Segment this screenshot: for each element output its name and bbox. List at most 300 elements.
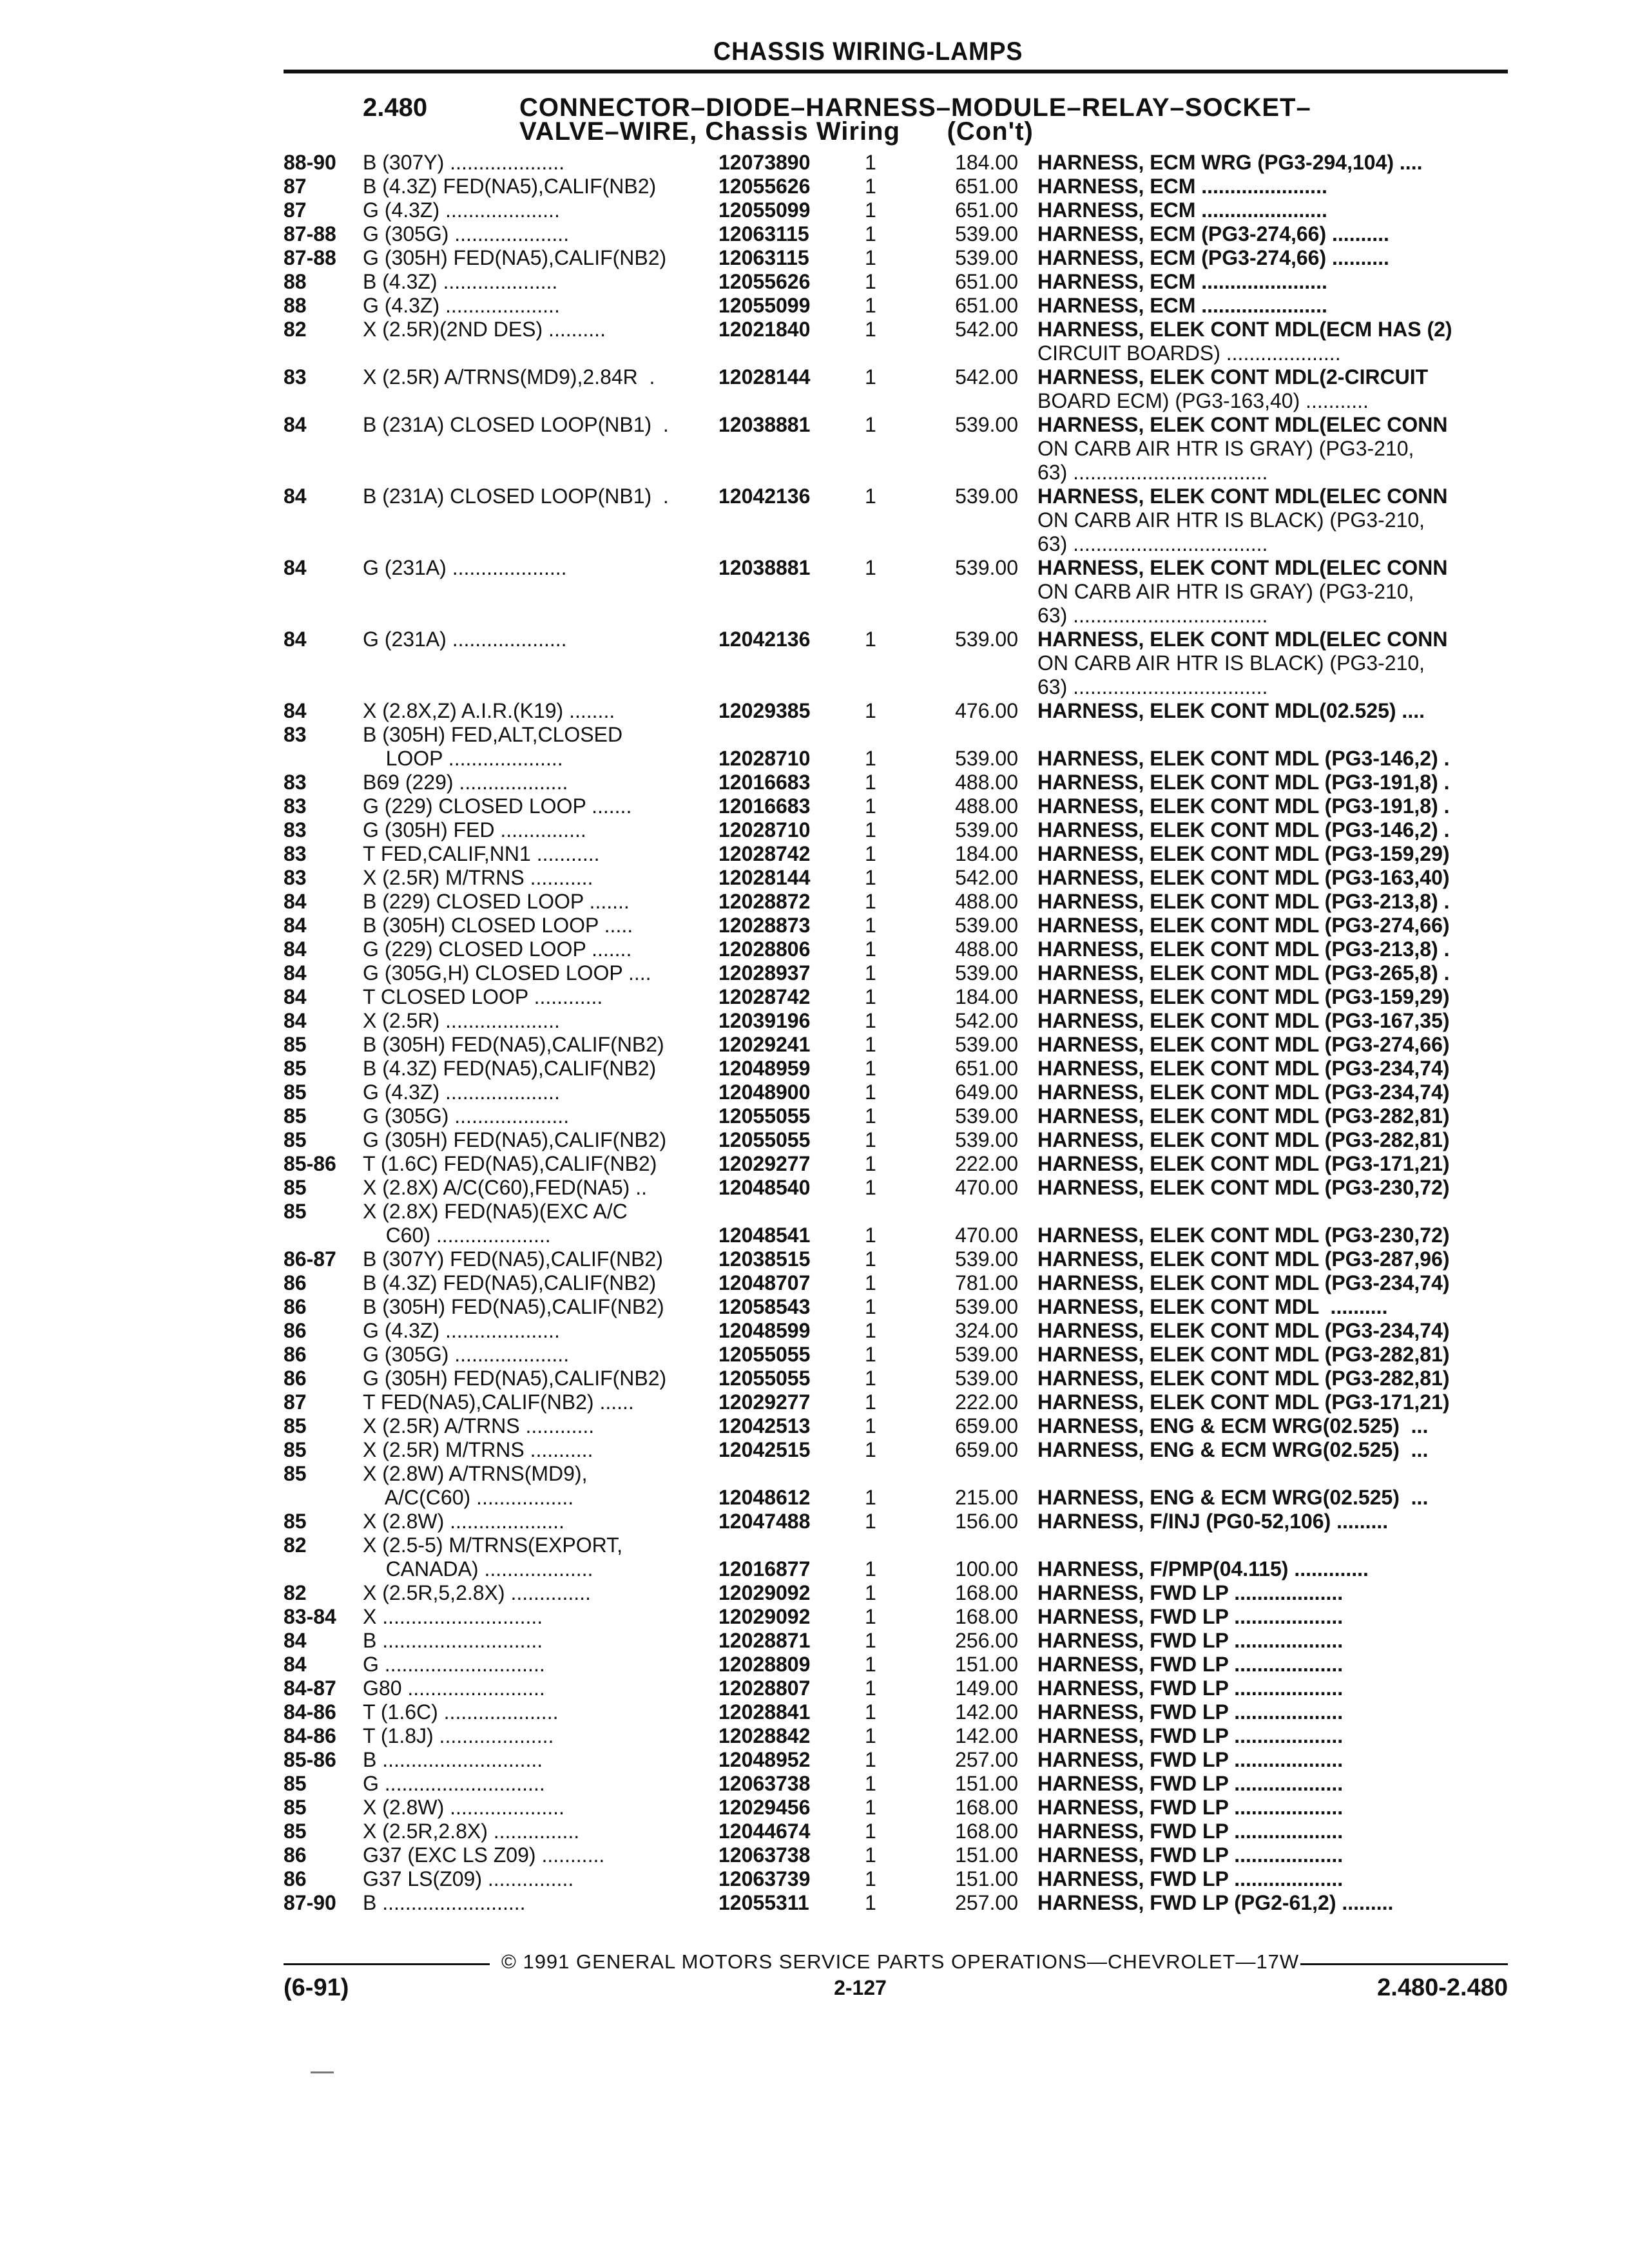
table-row — [0, 651, 1629, 675]
quantity-cell: 1 — [865, 1772, 876, 1795]
price-cell: 168.00 — [955, 1581, 1018, 1604]
price-cell: 539.00 — [955, 222, 1018, 245]
part-number-cell: 12063738 — [718, 1772, 811, 1795]
part-name-cell: HARNESS, ELEK CONT MDL(2-CIRCUIT — [1037, 365, 1429, 389]
table-row — [0, 198, 1629, 222]
part-name-cell: ON CARB AIR HTR IS GRAY) (PG3-210, — [1037, 437, 1414, 460]
part-name-cell: 63) .................................. — [1037, 675, 1268, 698]
description-cell: B (4.3Z) .................... — [363, 270, 558, 293]
table-row — [0, 699, 1629, 723]
part-number-cell: 12055311 — [718, 1891, 809, 1914]
quantity-cell: 1 — [865, 1247, 876, 1271]
model-year-cell: 86 — [284, 1343, 307, 1366]
price-cell: 539.00 — [955, 1128, 1018, 1151]
quantity-cell: 1 — [865, 1224, 876, 1247]
quantity-cell: 1 — [865, 1820, 876, 1843]
description-cell: X (2.8W) A/TRNS(MD9), — [363, 1462, 588, 1485]
part-number-cell: 12029092 — [718, 1605, 811, 1628]
model-year-cell: 84 — [284, 1009, 307, 1032]
footer-rule-left — [284, 1963, 490, 1965]
model-year-cell: 87 — [284, 175, 307, 198]
price-cell: 539.00 — [955, 1367, 1018, 1390]
price-cell: 151.00 — [955, 1772, 1018, 1795]
part-name-cell: HARNESS, FWD LP ................... — [1037, 1581, 1344, 1604]
model-year-cell: 85 — [284, 1438, 307, 1461]
price-cell: 542.00 — [955, 1009, 1018, 1032]
description-cell: X (2.5R) .................... — [363, 1009, 560, 1032]
quantity-cell: 1 — [865, 1176, 876, 1199]
quantity-cell: 1 — [865, 413, 876, 436]
part-name-cell: HARNESS, ELEK CONT MDL (PG3-159,29) — [1037, 985, 1450, 1008]
table-row — [0, 985, 1629, 1009]
model-year-cell: 82 — [284, 318, 307, 341]
model-year-cell: 86 — [284, 1367, 307, 1390]
description-cell: X (2.5R) A/TRNS ............ — [363, 1414, 595, 1437]
table-row — [0, 1367, 1629, 1390]
quantity-cell: 1 — [865, 1009, 876, 1032]
quantity-cell: 1 — [865, 1510, 876, 1533]
part-number-cell: 12021840 — [718, 318, 811, 341]
part-name-cell: HARNESS, ELEK CONT MDL (PG3-287,96) — [1037, 1247, 1450, 1271]
part-number-cell: 12029277 — [718, 1390, 811, 1414]
quantity-cell: 1 — [865, 1152, 876, 1175]
part-number-cell: 12063739 — [718, 1867, 811, 1890]
model-year-cell: 86 — [284, 1271, 307, 1294]
description-cell: G37 (EXC LS Z09) ........... — [363, 1843, 605, 1867]
part-number-cell: 12048540 — [718, 1176, 811, 1199]
part-name-cell: HARNESS, ELEK CONT MDL (PG3-171,21) — [1037, 1152, 1450, 1175]
part-number-cell: 12048612 — [718, 1486, 811, 1509]
price-cell: 539.00 — [955, 818, 1018, 841]
price-cell: 539.00 — [955, 1343, 1018, 1366]
description-cell: G (4.3Z) .................... — [363, 1081, 560, 1104]
model-year-cell: 82 — [284, 1581, 307, 1604]
part-name-cell: HARNESS, ELEK CONT MDL (PG3-274,66) — [1037, 1033, 1450, 1056]
table-row — [0, 1677, 1629, 1700]
quantity-cell: 1 — [865, 365, 876, 389]
table-row — [0, 151, 1629, 175]
description-cell: B (4.3Z) FED(NA5),CALIF(NB2) — [363, 175, 657, 198]
model-year-cell: 85-86 — [284, 1152, 336, 1175]
table-row — [0, 961, 1629, 985]
model-year-cell: 85 — [284, 1200, 307, 1223]
table-row — [0, 1128, 1629, 1152]
parts-table — [0, 151, 1629, 1915]
quantity-cell: 1 — [865, 1605, 876, 1628]
description-cell: B (4.3Z) FED(NA5),CALIF(NB2) — [363, 1057, 657, 1080]
description-cell: X (2.8W) .................... — [363, 1510, 564, 1533]
price-cell: 256.00 — [955, 1629, 1018, 1652]
price-cell: 542.00 — [955, 866, 1018, 889]
price-cell: 659.00 — [955, 1414, 1018, 1437]
price-cell: 651.00 — [955, 270, 1018, 293]
price-cell: 222.00 — [955, 1152, 1018, 1175]
table-row — [0, 365, 1629, 389]
table-row — [0, 1843, 1629, 1867]
table-row — [0, 1390, 1629, 1414]
quantity-cell: 1 — [865, 699, 876, 722]
model-year-cell: 85 — [284, 1796, 307, 1819]
description-cell: G ............................ — [363, 1653, 545, 1676]
part-name-cell: HARNESS, ECM (PG3-274,66) .......... — [1037, 246, 1389, 269]
table-row — [0, 508, 1629, 532]
price-cell: 156.00 — [955, 1510, 1018, 1533]
part-name-cell: HARNESS, FWD LP ................... — [1037, 1677, 1344, 1700]
part-number-cell: 12048541 — [718, 1224, 811, 1247]
price-cell: 142.00 — [955, 1700, 1018, 1724]
part-name-cell: HARNESS, FWD LP ................... — [1037, 1867, 1344, 1890]
model-year-cell: 83 — [284, 771, 307, 794]
part-name-cell: BOARD ECM) (PG3-163,40) ........... — [1037, 389, 1369, 412]
table-row — [0, 1510, 1629, 1533]
part-name-cell: 63) .................................. — [1037, 532, 1268, 555]
part-number-cell: 12073890 — [718, 151, 811, 174]
part-number-cell: 12029277 — [718, 1152, 811, 1175]
table-row — [0, 270, 1629, 294]
part-name-cell: CIRCUIT BOARDS) .................... — [1037, 341, 1341, 365]
part-name-cell: HARNESS, ELEK CONT MDL(ELEC CONN — [1037, 485, 1448, 508]
quantity-cell: 1 — [865, 198, 876, 222]
table-row — [0, 461, 1629, 485]
description-cell: B (231A) CLOSED LOOP(NB1) . — [363, 485, 669, 508]
part-name-cell: HARNESS, FWD LP ................... — [1037, 1772, 1344, 1795]
table-row — [0, 1438, 1629, 1462]
description-cell: B ............................ — [363, 1748, 543, 1771]
table-row — [0, 1557, 1629, 1581]
part-number-cell: 12055055 — [718, 1343, 811, 1366]
price-cell: 151.00 — [955, 1867, 1018, 1890]
part-number-cell: 12047488 — [718, 1510, 811, 1533]
table-row — [0, 1104, 1629, 1128]
model-year-cell: 87 — [284, 198, 307, 222]
model-year-cell: 85 — [284, 1104, 307, 1128]
description-cell: X (2.5R)(2ND DES) .......... — [363, 318, 606, 341]
description-cell: B (307Y) FED(NA5),CALIF(NB2) — [363, 1247, 663, 1271]
quantity-cell: 1 — [865, 818, 876, 841]
part-name-cell: HARNESS, FWD LP ................... — [1037, 1796, 1344, 1819]
model-year-cell: 84 — [284, 1653, 307, 1676]
quantity-cell: 1 — [865, 318, 876, 341]
description-cell: X (2.5-5) M/TRNS(EXPORT, — [363, 1533, 623, 1557]
price-cell: 151.00 — [955, 1653, 1018, 1676]
quantity-cell: 1 — [865, 1081, 876, 1104]
part-name-cell: HARNESS, ELEK CONT MDL (PG3-191,8) . — [1037, 794, 1450, 818]
description-cell: X (2.5R) M/TRNS ........... — [363, 1438, 593, 1461]
part-number-cell: 12042136 — [718, 628, 811, 651]
part-number-cell: 12028710 — [718, 747, 811, 770]
part-name-cell: HARNESS, ECM ...................... — [1037, 175, 1327, 198]
part-name-cell: HARNESS, ELEK CONT MDL (PG3-234,74) — [1037, 1319, 1450, 1342]
part-number-cell: 12055099 — [718, 294, 811, 317]
section-title-line1: CONNECTOR–DIODE–HARNESS–MODULE–RELAY–SOCKET– — [519, 93, 1311, 122]
part-number-cell: 12029241 — [718, 1033, 811, 1056]
quantity-cell: 1 — [865, 1700, 876, 1724]
table-row — [0, 842, 1629, 866]
quantity-cell: 1 — [865, 842, 876, 865]
description-cell: G (305H) FED(NA5),CALIF(NB2) — [363, 246, 667, 269]
model-year-cell: 84 — [284, 413, 307, 436]
part-name-cell: HARNESS, FWD LP ................... — [1037, 1748, 1344, 1771]
price-cell: 142.00 — [955, 1724, 1018, 1747]
table-row — [0, 771, 1629, 794]
part-number-cell: 12028742 — [718, 842, 811, 865]
table-row — [0, 1748, 1629, 1772]
table-row — [0, 794, 1629, 818]
description-cell: X (2.5R,5,2.8X) .............. — [363, 1581, 591, 1604]
page-header-title: CHASSIS WIRING-LAMPS — [713, 37, 1023, 66]
description-cell: LOOP .................... — [363, 747, 563, 770]
part-name-cell: HARNESS, ELEK CONT MDL (PG3-265,8) . — [1037, 961, 1450, 985]
description-cell: G (4.3Z) .................... — [363, 1319, 560, 1342]
description-cell: G ............................ — [363, 1772, 545, 1795]
description-cell: X (2.8W) .................... — [363, 1796, 564, 1819]
description-cell: T CLOSED LOOP ............ — [363, 985, 603, 1008]
part-name-cell: HARNESS, ELEK CONT MDL (PG3-234,74) — [1037, 1057, 1450, 1080]
part-number-cell: 12055055 — [718, 1128, 811, 1151]
part-number-cell: 12042513 — [718, 1414, 811, 1437]
part-number-cell: 12038515 — [718, 1247, 811, 1271]
model-year-cell: 83 — [284, 842, 307, 865]
model-year-cell: 85 — [284, 1128, 307, 1151]
part-number-cell: 12055626 — [718, 270, 811, 293]
part-name-cell: ON CARB AIR HTR IS GRAY) (PG3-210, — [1037, 580, 1414, 603]
model-year-cell: 86 — [284, 1319, 307, 1342]
price-cell: 649.00 — [955, 1081, 1018, 1104]
quantity-cell: 1 — [865, 1486, 876, 1509]
quantity-cell: 1 — [865, 866, 876, 889]
part-name-cell: HARNESS, ELEK CONT MDL (PG3-146,2) . — [1037, 818, 1450, 841]
model-year-cell: 86 — [284, 1843, 307, 1867]
part-name-cell: HARNESS, FWD LP ................... — [1037, 1820, 1344, 1843]
table-row — [0, 175, 1629, 198]
part-name-cell: HARNESS, FWD LP ................... — [1037, 1843, 1344, 1867]
part-number-cell: 12042136 — [718, 485, 811, 508]
description-cell: X (2.8X) FED(NA5)(EXC A/C — [363, 1200, 628, 1223]
scan-mark — [311, 2071, 334, 2073]
model-year-cell: 84 — [284, 699, 307, 722]
price-cell: 539.00 — [955, 1033, 1018, 1056]
description-cell: G (4.3Z) .................... — [363, 294, 560, 317]
price-cell: 184.00 — [955, 151, 1018, 174]
quantity-cell: 1 — [865, 1295, 876, 1318]
description-cell: G (231A) .................... — [363, 556, 567, 579]
description-cell: C60) .................... — [363, 1224, 551, 1247]
model-year-cell: 83-84 — [284, 1605, 336, 1628]
table-row — [0, 1700, 1629, 1724]
table-row — [0, 1224, 1629, 1247]
table-row — [0, 675, 1629, 699]
model-year-cell: 85 — [284, 1462, 307, 1485]
table-row — [0, 341, 1629, 365]
quantity-cell: 1 — [865, 1104, 876, 1128]
part-number-cell: 12038881 — [718, 556, 811, 579]
quantity-cell: 1 — [865, 1128, 876, 1151]
part-number-cell: 12029092 — [718, 1581, 811, 1604]
part-name-cell: HARNESS, ELEK CONT MDL .......... — [1037, 1295, 1388, 1318]
quantity-cell: 1 — [865, 1581, 876, 1604]
part-number-cell: 12016683 — [718, 771, 811, 794]
quantity-cell: 1 — [865, 294, 876, 317]
table-row — [0, 1152, 1629, 1176]
quantity-cell: 1 — [865, 937, 876, 961]
model-year-cell: 86 — [284, 1295, 307, 1318]
part-name-cell: HARNESS, ELEK CONT MDL (PG3-274,66) — [1037, 914, 1450, 937]
table-row — [0, 485, 1629, 508]
part-name-cell: HARNESS, ELEK CONT MDL (PG3-191,8) . — [1037, 771, 1450, 794]
price-cell: 539.00 — [955, 1295, 1018, 1318]
part-name-cell: 63) .................................. — [1037, 461, 1268, 484]
part-name-cell: ON CARB AIR HTR IS BLACK) (PG3-210, — [1037, 508, 1425, 532]
part-name-cell: HARNESS, ELEK CONT MDL(ECM HAS (2) — [1037, 318, 1452, 341]
part-name-cell: HARNESS, ELEK CONT MDL (PG3-282,81) — [1037, 1104, 1450, 1128]
part-name-cell: HARNESS, F/INJ (PG0-52,106) ......... — [1037, 1510, 1389, 1533]
footer-section-range: 2.480-2.480 — [1377, 1974, 1508, 2001]
table-row — [0, 1724, 1629, 1748]
price-cell: 168.00 — [955, 1796, 1018, 1819]
quantity-cell: 1 — [865, 985, 876, 1008]
table-row — [0, 1009, 1629, 1033]
quantity-cell: 1 — [865, 794, 876, 818]
price-cell: 488.00 — [955, 937, 1018, 961]
table-row — [0, 437, 1629, 461]
model-year-cell: 85 — [284, 1772, 307, 1795]
part-name-cell: HARNESS, ELEK CONT MDL (PG3-146,2) . — [1037, 747, 1450, 770]
model-year-cell: 85 — [284, 1033, 307, 1056]
price-cell: 539.00 — [955, 1247, 1018, 1271]
description-cell: B69 (229) ................... — [363, 771, 568, 794]
description-cell: B (305H) FED(NA5),CALIF(NB2) — [363, 1033, 664, 1056]
model-year-cell: 84 — [284, 961, 307, 985]
table-row — [0, 937, 1629, 961]
model-year-cell: 84-86 — [284, 1700, 336, 1724]
part-name-cell: HARNESS, FWD LP ................... — [1037, 1653, 1344, 1676]
quantity-cell: 1 — [865, 485, 876, 508]
part-number-cell: 12039196 — [718, 1009, 811, 1032]
table-row — [0, 318, 1629, 341]
table-row — [0, 1820, 1629, 1843]
part-number-cell: 12058543 — [718, 1295, 811, 1318]
quantity-cell: 1 — [865, 961, 876, 985]
quantity-cell: 1 — [865, 1033, 876, 1056]
description-cell: B (305H) FED(NA5),CALIF(NB2) — [363, 1295, 664, 1318]
description-cell: X (2.5R) M/TRNS ........... — [363, 866, 593, 889]
table-row — [0, 1200, 1629, 1224]
table-row — [0, 1772, 1629, 1796]
table-row — [0, 1891, 1629, 1915]
model-year-cell: 86 — [284, 1867, 307, 1890]
price-cell: 257.00 — [955, 1891, 1018, 1914]
part-number-cell: 12028841 — [718, 1700, 811, 1724]
section-title-line2: VALVE–WIRE, Chassis Wiring (Con't) — [519, 117, 1034, 146]
table-row — [0, 1295, 1629, 1319]
quantity-cell: 1 — [865, 1414, 876, 1437]
part-name-cell: HARNESS, ELEK CONT MDL (PG3-282,81) — [1037, 1367, 1450, 1390]
quantity-cell: 1 — [865, 1319, 876, 1342]
part-name-cell: HARNESS, ELEK CONT MDL (PG3-230,72) — [1037, 1176, 1450, 1199]
header-rule — [284, 70, 1508, 73]
description-cell: G37 LS(Z09) ............... — [363, 1867, 574, 1890]
part-number-cell: 12063115 — [718, 222, 809, 245]
table-row — [0, 580, 1629, 604]
quantity-cell: 1 — [865, 1367, 876, 1390]
part-number-cell: 12028809 — [718, 1653, 811, 1676]
model-year-cell: 84 — [284, 914, 307, 937]
price-cell: 470.00 — [955, 1176, 1018, 1199]
quantity-cell: 1 — [865, 890, 876, 913]
quantity-cell: 1 — [865, 1796, 876, 1819]
model-year-cell: 84 — [284, 985, 307, 1008]
model-year-cell: 84 — [284, 628, 307, 651]
quantity-cell: 1 — [865, 246, 876, 269]
price-cell: 651.00 — [955, 1057, 1018, 1080]
price-cell: 488.00 — [955, 890, 1018, 913]
model-year-cell: 87-88 — [284, 246, 336, 269]
price-cell: 542.00 — [955, 365, 1018, 389]
section-number: 2.480 — [363, 93, 428, 122]
part-name-cell: HARNESS, ELEK CONT MDL (PG3-282,81) — [1037, 1128, 1450, 1151]
part-name-cell: HARNESS, ENG & ECM WRG(02.525) ... — [1037, 1414, 1429, 1437]
quantity-cell: 1 — [865, 1867, 876, 1890]
quantity-cell: 1 — [865, 175, 876, 198]
part-number-cell: 12042515 — [718, 1438, 811, 1461]
part-name-cell: HARNESS, FWD LP ................... — [1037, 1700, 1344, 1724]
part-number-cell: 12048599 — [718, 1319, 811, 1342]
part-number-cell: 12028873 — [718, 914, 811, 937]
table-row — [0, 222, 1629, 246]
table-row — [0, 1247, 1629, 1271]
table-row — [0, 747, 1629, 771]
price-cell: 215.00 — [955, 1486, 1018, 1509]
quantity-cell: 1 — [865, 914, 876, 937]
price-cell: 781.00 — [955, 1271, 1018, 1294]
table-row — [0, 389, 1629, 413]
model-year-cell: 85 — [284, 1414, 307, 1437]
part-name-cell: HARNESS, ECM ...................... — [1037, 270, 1327, 293]
table-row — [0, 723, 1629, 747]
table-row — [0, 1796, 1629, 1820]
description-cell: G (229) CLOSED LOOP ....... — [363, 937, 632, 961]
part-number-cell: 12048959 — [718, 1057, 811, 1080]
price-cell: 100.00 — [955, 1557, 1018, 1581]
model-year-cell: 84 — [284, 556, 307, 579]
table-row — [0, 1462, 1629, 1486]
part-name-cell: HARNESS, ELEK CONT MDL (PG3-230,72) — [1037, 1224, 1450, 1247]
footer-rule-right — [1300, 1963, 1508, 1965]
part-name-cell: HARNESS, ELEK CONT MDL (PG3-163,40) — [1037, 866, 1450, 889]
quantity-cell: 1 — [865, 628, 876, 651]
price-cell: 222.00 — [955, 1390, 1018, 1414]
quantity-cell: 1 — [865, 1057, 876, 1080]
part-number-cell: 12029456 — [718, 1796, 811, 1819]
quantity-cell: 1 — [865, 1271, 876, 1294]
description-cell: G (305H) FED(NA5),CALIF(NB2) — [363, 1128, 667, 1151]
price-cell: 257.00 — [955, 1748, 1018, 1771]
model-year-cell: 85 — [284, 1176, 307, 1199]
price-cell: 542.00 — [955, 318, 1018, 341]
part-name-cell: HARNESS, FWD LP ................... — [1037, 1605, 1344, 1628]
description-cell: CANADA) ................... — [363, 1557, 593, 1581]
part-number-cell: 12016877 — [718, 1557, 811, 1581]
part-name-cell: HARNESS, F/PMP(04.115) ............. — [1037, 1557, 1369, 1581]
model-year-cell: 85 — [284, 1820, 307, 1843]
part-name-cell: HARNESS, ELEK CONT MDL (PG3-282,81) — [1037, 1343, 1450, 1366]
quantity-cell: 1 — [865, 747, 876, 770]
quantity-cell: 1 — [865, 1843, 876, 1867]
model-year-cell: 88 — [284, 270, 307, 293]
part-name-cell: ON CARB AIR HTR IS BLACK) (PG3-210, — [1037, 651, 1425, 675]
quantity-cell: 1 — [865, 1557, 876, 1581]
table-row — [0, 1581, 1629, 1605]
